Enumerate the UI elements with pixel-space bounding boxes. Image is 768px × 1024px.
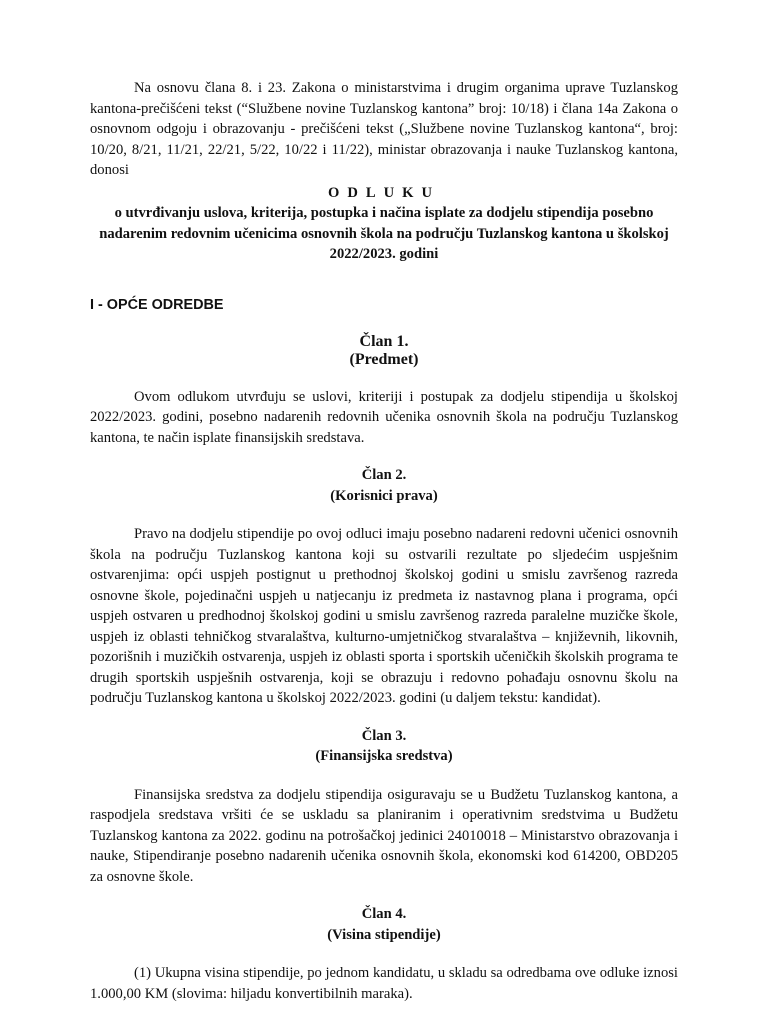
article-heading: (Predmet) <box>349 350 419 368</box>
article-number: Član 4. <box>361 906 407 922</box>
article-heading: (Finansijska sredstva) <box>315 748 453 764</box>
article-3 <box>90 726 678 888</box>
article-text: (1) Ukupna visina stipendije, po jednom kandidatu, u skladu sa odredbama ove odluke iznosi 1.000,00 KM (slovima: hiljadu konvertibilnih maraka). <box>90 965 678 1002</box>
article-number: Član 2. <box>361 467 407 483</box>
document-title: ODLUKU <box>327 184 441 201</box>
article-text: Pravo na dodjelu stipendije po ovoj odluci imaju posebno nadareni redovni učenici osnovnih škola na području Tuzlanskog kantona koji su ostvarili rezultate po sljedećim uspješnim ostvarenjima: opći uspjeh postignut u prethodnoj školskoj godini u smislu završenog razreda osnovne škole, pojedinačni uspjeh u natjecanju iz predmeta iz nastavnog plana i programa, opći uspjeh ostvaren u predhodnoj školskoj godini u smislu završenog razreda paralelne muzičke škole, uspjeh iz oblasti tehničkog stvaralaštva, kulturno-umjetničkog stvaralaštva – književnih, likovnih, pozorišnih i muzičkih ostvarenja, uspjeh iz oblasti sporta i sportskih učeničkih školskih programa te drugih sportskih uspješnih ostvarenja, koji se obrazuju i redovno pohađaju osnovnu školu na području Tuzlanskog kantona u školskoj 2022/2023. godini (u daljem tekstu: kandidat). <box>90 526 678 706</box>
article-heading: (Korisnici prava) <box>330 487 438 504</box>
article-4 <box>90 904 678 1004</box>
article-text: Ovom odlukom utvrđuju se uslovi, kriteriji i postupak za dodjelu stipendija u školskoj 2022/2023. godini, posebno nadarenih redovnih učenika osnovnih škola na području Tuzlanskog kantona, te način isplate finansijskih sredstava. <box>90 388 678 446</box>
document-page <box>90 78 678 1004</box>
article-number: Član 1. <box>359 332 409 350</box>
section-heading: I - OPĆE ODREDBE <box>90 296 224 313</box>
article-text: Finansijska sredstva za dodjelu stipendija osiguravaju se u Budžetu Tuzlanskog kantona, a raspodjela sredstava vršiti će se uskladu sa planiranim i operativnim sredstvima u Budžetu Tuzlanskog kantona za 2022. godinu na potrošačkoj jedinici 24010018 – Ministarstvo obrazovanja i nauke, Stipendiranje posebno nadarenih učenika osnovnih škola, ekonomski kod 614200, OBD205 za osnovne škole. <box>90 786 678 885</box>
article-number: Član 3. <box>361 727 407 744</box>
article-1 <box>90 333 678 449</box>
document-subtitle: o utvrđivanju uslova, kriterija, postupka i načina isplate za dodjelu stipendija posebno nadarenim redovnim učenicima osnovnih škola na području Tuzlanskog kantona u školskoj 2022/2023. godini <box>99 205 669 262</box>
intro-paragraph: Na osnovu člana 8. i 23. Zakona o ministarstvima i drugim organima uprave Tuzlanskog kantona-prečišćeni tekst (“Službene novine Tuzlanskog kantona” broj: 10/18) i člana 14a Zakona o osnovnom odgoju i obrazovanju - prečišćeni tekst („Službene novine Tuzlanskog kantona“, broj: 10/20, 8/21, 11/21, 22/21, 5/22, 10/22 i 11/22), ministar obrazovanja i nauke Tuzlanskog kantona, donosi <box>90 80 678 178</box>
article-2 <box>90 465 678 709</box>
article-heading: (Visina stipendije) <box>327 926 441 943</box>
